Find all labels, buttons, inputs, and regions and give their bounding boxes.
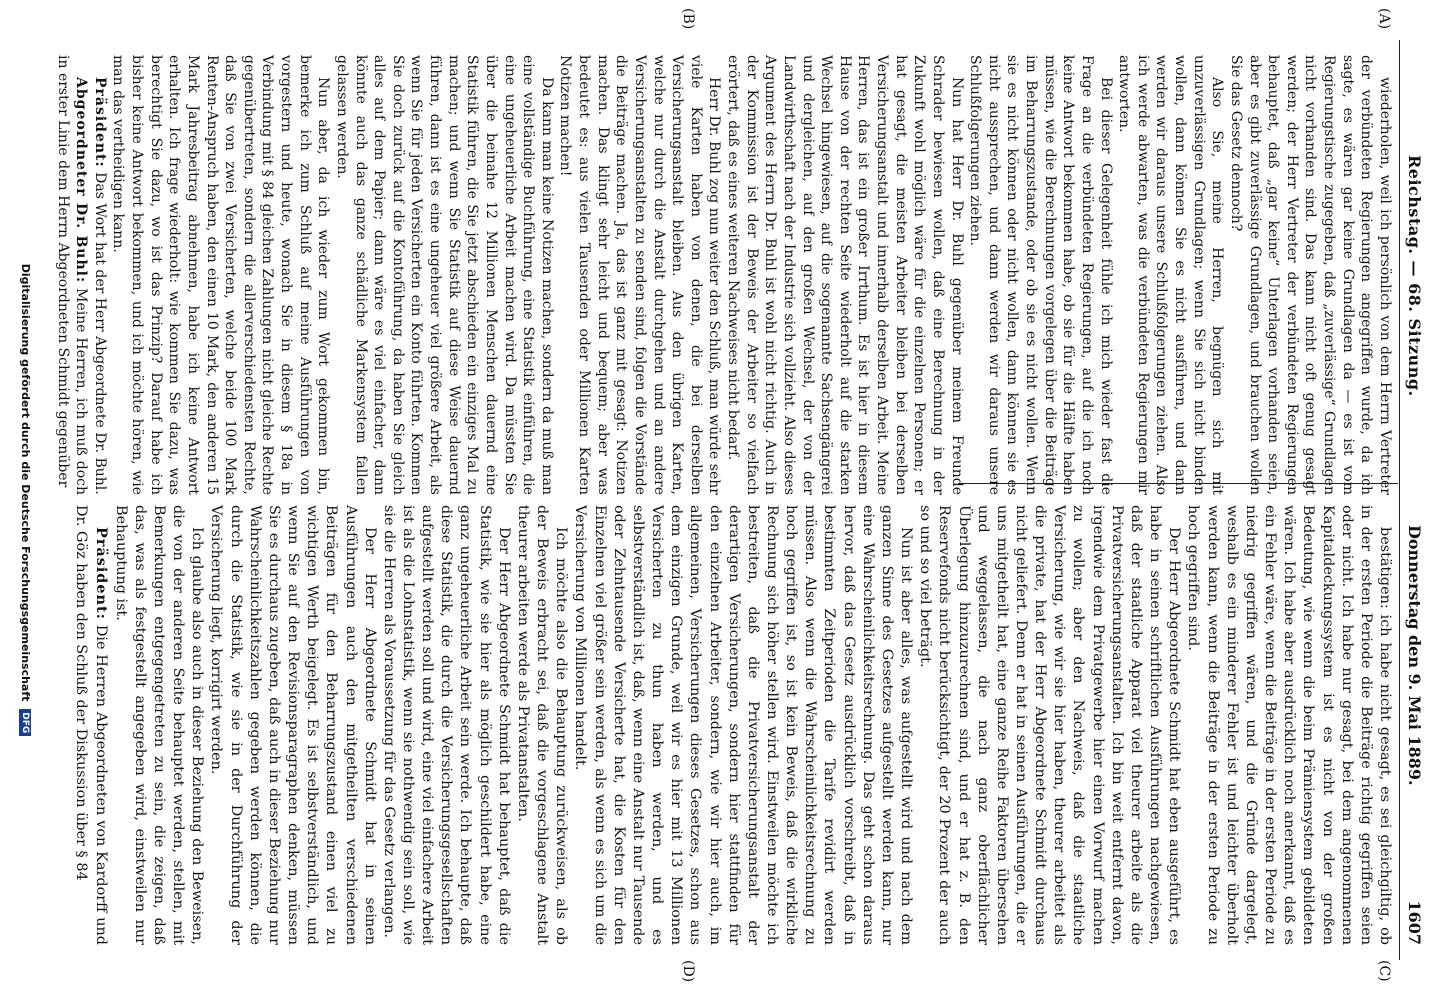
paragraph: Also Sie, meine Herren, begnügen sich mit unzuverlässigen Grundlagen; wenn Sie sich nicht binden wollen, dann können Sie es nicht ausführen, und dann werden wir daraus unsere Schlußfolgerungen ziehen. Also ich werde abwarten, was die verbündeten Regierungen mir antworten. bbox=[1116, 55, 1226, 495]
paragraph: Da kann man keine Notizen machen, sondern da muß man eine vollständige Buchführung, eine Statistik einführen, die eine ungeheuerliche Arbeit machen wird. Da müssten Sie über die beinahe 12 Millionen Menschen dauernd eine Statistik führen, die Sie jetzt abschieden ein einziges Mal zu machen; und wenn Sie Statistik auf diese Weise dauernd führen, dann ist es eine ungeheuer viel größere Arbeit, als wenn Sie für jeden Versicherten ein Konto führten. Kommen Sie doch zurück auf die Kontoführung, da haben Sie gleich alles auf dem Papier; dann wäre es viel einfacher, dann könnte auch das ganze schädliche Markensystem fallen gelassen werden. bbox=[334, 55, 555, 495]
right-column bbox=[71, 505, 1394, 945]
paragraph: wiederholen, weil ich persönlich von dem Herrn Vertreter der verbündeten Regierungen angegriffen wurde, da ich sagte, es wären gar keine Grundlagen da — es ist vom Regierungstische zugegeben, daß „zuverlässige“ Grundlagen nicht vorhanden sind. Das kann nicht oft genug gesagt werden; der Herr Vertreter der verbündeten Regierungen behauptet, daß „gar keine“ Unterlagen vorhanden seien, aber es gibt zuverlässige Grundlagen, und brauchen wollen Sie das Gesetz dennoch? bbox=[1228, 55, 1393, 495]
paragraph: Herr Dr. Buhl zog nun weiter den Schluß, man würde sehr viele Karten haben von denen, die bei derselben Versicherungsanstalt bleiben. Aus den übrigen Karten, welche nur durch die Anstalt durchgehen und an andere Versicherungsanstalten zu senden sind, folgen die Vorstände die Beiträge machen. Ja, das ist ganz mit gesagt: Notizen machen. Das klingt sehr leicht und bequem; aber was bedeutet es: aus vielen Tausenden oder Millionen Karten Notizen machen! bbox=[557, 55, 723, 495]
header-session-title: Reichstag. — 68. Sitzung. bbox=[1405, 155, 1424, 397]
speech-text: Das Wort hat der Herr Abgeordnete Dr. Buhl. bbox=[91, 167, 108, 495]
paragraph: bestätigen: ich habe nicht gesagt, es sei gleichgiltig, ob in der ersten Periode die Beiträge richtig gegriffen seien oder nicht. Ich habe nur gesagt, bei dem angenommenen Kapitaldeckungssystem ist es nicht von der großen Bedeutung, wie wenn die beim Prämiensystem gebildeten wären. Ich habe aber ausdrücklich noch anerkannt, daß es ein Fehler wäre, wenn die Beiträge in der ersten Periode zu niedrig gegriffen wären, und die Gründe dargelegt, weshalb es ein minderer Fehler ist und leichter überholt werden kann, wenn die Beiträge in der ersten Periode zu hoch gegriffen sind. bbox=[1185, 505, 1393, 945]
speech-paragraph bbox=[53, 55, 90, 495]
page-header bbox=[1400, 20, 1426, 980]
digitization-credit-text: Digitalisierung gefördert durch die Deutsche Forschungsgemeinschaft bbox=[19, 263, 32, 702]
margin-marker-b: (B) bbox=[680, 8, 696, 30]
speech-paragraph bbox=[90, 55, 109, 495]
margin-marker-c: (C) bbox=[1376, 960, 1392, 982]
paragraph: Ich möchte also die Behauptung zurückweisen, als ob der Beweis erbracht sei, daß die vorgeschlagene Anstalt theurer arbeiten werde als Privatanstalten. bbox=[514, 505, 570, 945]
digitization-credit bbox=[19, 0, 32, 1000]
paragraph: Nun hat Herr Dr. Buhl gegenüber meinem Freunde Schrader bewiesen wollen, daß eine Berechnung in der Zukunft wohl möglich wäre für die einzelnen Personen; er hat gesagt, die meisten Arbeiter bleiben bei derselben Versicherungsanstalt und innerhalb derselben Arbeit. Meine Herren, das ist ein großer Irrthum. Es ist hier in diesem Hause von der rechten Seite wiederholt auf die starken Wechsel hingewiesen, auf die sogenannte Sachsengängerei und dergleichen, auf den großen Wechsel, der von der Landwirthschaft nach der Industrie sich vollzieht. Also dieses Argument des Herrn Dr. Buhl ist wohl nicht richtig. Auch in der Kommission ist der Beweis der Arbeiter so vielfach erörtert, daß es eines weiteren Nachweises nicht bedarf. bbox=[725, 55, 965, 495]
paragraph: Der Herr Abgeordnete Schmidt hat eben ausgeführt, es habe in seinen schriftlichen Ausführungen nachgewiesen, daß der staatliche Apparat viel theurer arbeite als die Privatversicherungsanstalten. Ich bin weit entfernt davon, irgendwie dem Privatgewerbe hier einen Vorwurf machen zu wollen; aber den Nachweis, daß die staatliche Versicherung, wie wir sie hier haben, theurer arbeitet als die private, hat der Herr Abgeordnete Schmidt durchaus nicht geliefert. Denn er hat in seinen Ausführungen, die er uns mitgetheilt hat, eine ganze Reihe Faktoren übersehen und weggelassen, die nach ganz oberflächlicher Überlegung hinzuzurechnen sind, und er hat z. B. den Reservefonds nicht berücksichtigt, der 20 Prozent der auch so und so viel beträgt. bbox=[917, 505, 1183, 945]
paragraph: Bei dieser Gelegenheit fühle ich mich wieder fast die Frage an die verbündeten Regierungen, auf die ich noch keine Antwort bekommen habe, ob sie für die Hälfte haben müssen, wie die Berechnungen vorgelegen über die Beiträge im Beharrungszustande, oder ob sie es nicht wollen. Wenn sie es nicht können oder nicht wollen, dann können sie es nicht aussprechen, und dann werden wir daraus unsere Schlußfolgerungen ziehen. bbox=[967, 55, 1114, 495]
paragraph: Nun aber, da ich wieder zum Wort gekommen bin, bemerke ich zum Schluß auf meine Ausführungen von vorgestern und heute, wonach Sie in diesem § 18a in Verbindung mit § 84 gleichen Zahlungen nicht gleiche Rechte gegenübertreten, sondern die allerverschiedensten Rechte, daß Sie von zwei Versicherten, welche beide 100 Mark Renten-Anspruch haben, den einen 10 Mark, den anderen 15 Mark Jahresbeitrag abnehmen, habe ich keine Antwort erhalten. Ich frage wiederholt: wie kommen Sie dazu, was berechtigt Sie dazu, wo ist das Prinzip? Darauf habe ich bisher keine Antwort bekommen, und ich möchte hören, wie man das vertheidigen kann. bbox=[110, 55, 332, 495]
paragraph: Ich glaube also auch in dieser Beziehung den Beweisen, die von der anderen Seite behauptet werden, stellen, mit Bemerkungen entgegengetreten zu sein, die zeigen, daß das, was als festgestellt angegeben wird, einstweilen nur Behauptung ist. bbox=[112, 505, 206, 945]
margin-marker-d: (D) bbox=[680, 960, 696, 983]
margin-marker-a: (A) bbox=[1376, 8, 1392, 30]
speech-text: Meine Herren, ich muß doch in erster Linie dem Herrn Abgeordneten Schmidt gegenüber bbox=[54, 55, 90, 495]
page-number: 1607 bbox=[1405, 900, 1424, 945]
speaker-name: Präsident: bbox=[91, 77, 108, 168]
paragraph: Der Herr Abgeordnete Schmidt hat in seinen Ausführungen auch den mitgetheilten verschiedenen Beiträgen für den Beharrungszustand einen viel zu wichtigen Werth beigelegt. Es ist selbstverständlich, und wenn Sie auf den Revisionsparagraphen denken, müssen Sie es durchaus zugeben, daß auch in dieser Beziehung nur Wahrscheinlichkeitszahlen gegeben werden können, die durch die Statistik, wie sie in der Durchführung der Versicherung liegt, korrigirt werden. bbox=[208, 505, 378, 945]
speech-paragraph bbox=[71, 505, 110, 945]
speaker-name: Präsident: bbox=[92, 527, 110, 620]
header-date: Donnerstag den 9. Mai 1889. bbox=[1405, 525, 1424, 786]
dfg-logo: DFG bbox=[19, 709, 31, 736]
header-rule bbox=[1399, 40, 1400, 960]
paragraph: Der Herr Abgeordnete Schmidt hat behauptet, daß die Statistik, wie sie hier als möglich geschildert habe, eine ganz ungeheuerliche Arbeit sein werde. Ich behaupte, daß diese Statistik, die durch die Versicherungsgesellschaften aufgestellt werden soll und wird, eine viel einfachere Arbeit ist als die Lohnstatistik, wenn sie nothwendig sein soll, wie sie die Herren als Voraussetzung für das Gesetz verlangen. bbox=[380, 505, 512, 945]
paragraph: Nun ist aber alles, was aufgestellt wird und nach dem ganzen Sinne des Gesetzes aufgestellt werden kann, nur eine Wahrscheinlichkeitsrechnung. Das geht schon daraus hervor, daß das Gesetz ausdrücklich vorschreibt, daß in bestimmten Zeitperioden die Tarife revidirt werden müssen. Also wenn die Wahrscheinlichkeitsrechnung zu hoch gegriffen ist, so ist kein Beweis, daß die wirkliche Rechnung sich höher stellen wird. Einstweilen möchte ich bestreiten, daß die Privatversicherungsanstalt der derartigen Versicherungen, sondern hier stattfinden für den einzelnen Arbeiter, sondern, wie wir hier auch, im allgemeinen, Versicherungen dieses Gesetzes, schon aus dem einzigen Grunde, weil wir es hier mit 13 Millionen Versicherten zu thun haben werden, und es selbstverständlich ist, daß, wenn eine Anstalt nur Tausende oder Zehntausende Versicherte hat, die Kosten für den Einzelnen viel größer sein werden, als wenn es sich um die Versicherung von Millionen handelt. bbox=[572, 505, 915, 945]
speaker-name: Abgeordneter Dr. Buhl: bbox=[73, 77, 90, 284]
speech-text: Die Herren Abgeordneten von Kardorff und Dr. Göz haben den Schluß der Diskussion über § 84 bbox=[73, 505, 109, 945]
column-divider bbox=[958, 483, 1398, 484]
left-column bbox=[53, 55, 1394, 495]
